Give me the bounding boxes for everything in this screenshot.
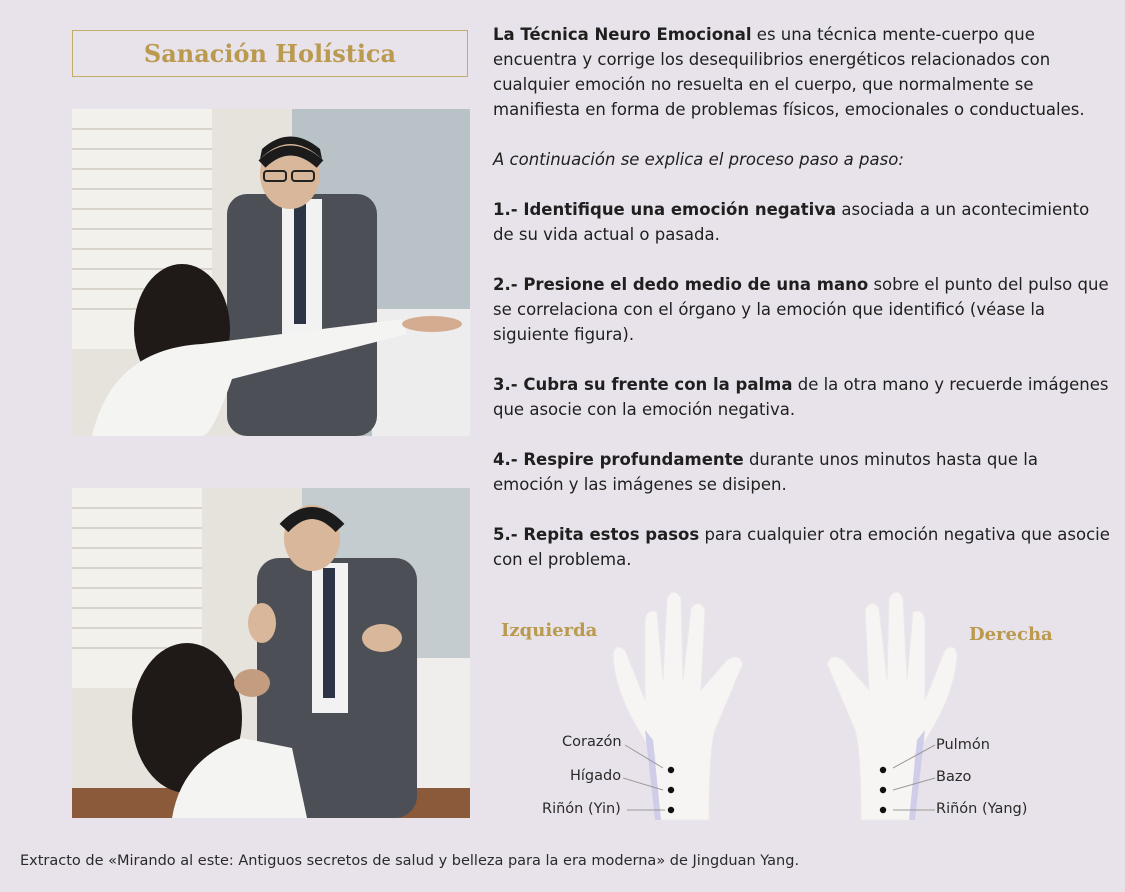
point-corazon — [668, 767, 674, 773]
left-hand-label: Izquierda — [501, 620, 598, 641]
label-bazo: Bazo — [936, 769, 972, 785]
point-rinon-yang — [880, 807, 886, 813]
text-column — [493, 22, 1113, 597]
step-3-bold: 3.- Cubra su frente con la palma — [493, 375, 793, 394]
title-box — [72, 30, 468, 77]
step-1-bold: 1.- Identifique una emoción negativa — [493, 200, 837, 219]
step-4 — [493, 447, 1113, 497]
step-5-bold: 5.- Repita estos pasos — [493, 525, 700, 544]
photo-treatment-2 — [72, 488, 470, 818]
step-1-text: asociada a un acontecimiento de su vida actual o pasada. — [493, 200, 1090, 244]
label-higado: Hígado — [570, 768, 622, 784]
label-rinon-yin: Riñón (Yin) — [542, 801, 621, 817]
right-hand-label: Derecha — [969, 624, 1053, 645]
step-2-bold: 2.- Presione el dedo medio de una mano — [493, 275, 869, 294]
step-3 — [493, 372, 1113, 422]
step-5-text: para cualquier otra emoción negativa que asocie con el problema. — [493, 525, 1110, 569]
step-1 — [493, 197, 1113, 247]
step-5 — [493, 522, 1113, 572]
intro-paragraph — [493, 22, 1113, 122]
point-higado — [668, 787, 674, 793]
label-rinon-yang: Riñón (Yang) — [936, 801, 1028, 817]
label-corazon: Corazón — [562, 734, 622, 750]
point-pulmon — [880, 767, 886, 773]
page-title: Sanación Holística — [143, 39, 397, 68]
point-rinon-yin — [668, 807, 674, 813]
label-pulmon: Pulmón — [936, 737, 990, 753]
step-4-text: durante unos minutos hasta que la emoción y las imágenes se disipen. — [493, 450, 1038, 494]
intro-bold: La Técnica Neuro Emocional — [493, 25, 752, 44]
step-2 — [493, 272, 1113, 347]
step-3-text: de la otra mano y recuerde imágenes que asocie con la emoción negativa. — [493, 375, 1109, 419]
point-bazo — [880, 787, 886, 793]
pulse-points-diagram — [495, 580, 1115, 830]
steps-subtitle: A continuación se explica el proceso paso a paso: — [493, 150, 904, 169]
right-hand-illustration — [827, 592, 957, 820]
step-2-text: sobre el punto del pulso que se correlaciona con el órgano y la emoción que identificó (véase la siguiente figura). — [493, 275, 1109, 344]
source-footer: Extracto de «Mirando al este: Antiguos secretos de salud y belleza para la era moderna» de Jingduan Yang. — [20, 853, 800, 869]
intro-text: es una técnica mente-cuerpo que encuentra y corrige los desequilibrios energéticos relacionados con cualquier emoción no resuelta en el cuerpo, que normalmente se manifiesta en forma de problemas físicos, emocionales o conductuales. — [493, 25, 1085, 119]
left-hand-illustration — [613, 592, 743, 820]
photo-treatment-1 — [72, 109, 470, 436]
step-4-bold: 4.- Respire profundamente — [493, 450, 744, 469]
